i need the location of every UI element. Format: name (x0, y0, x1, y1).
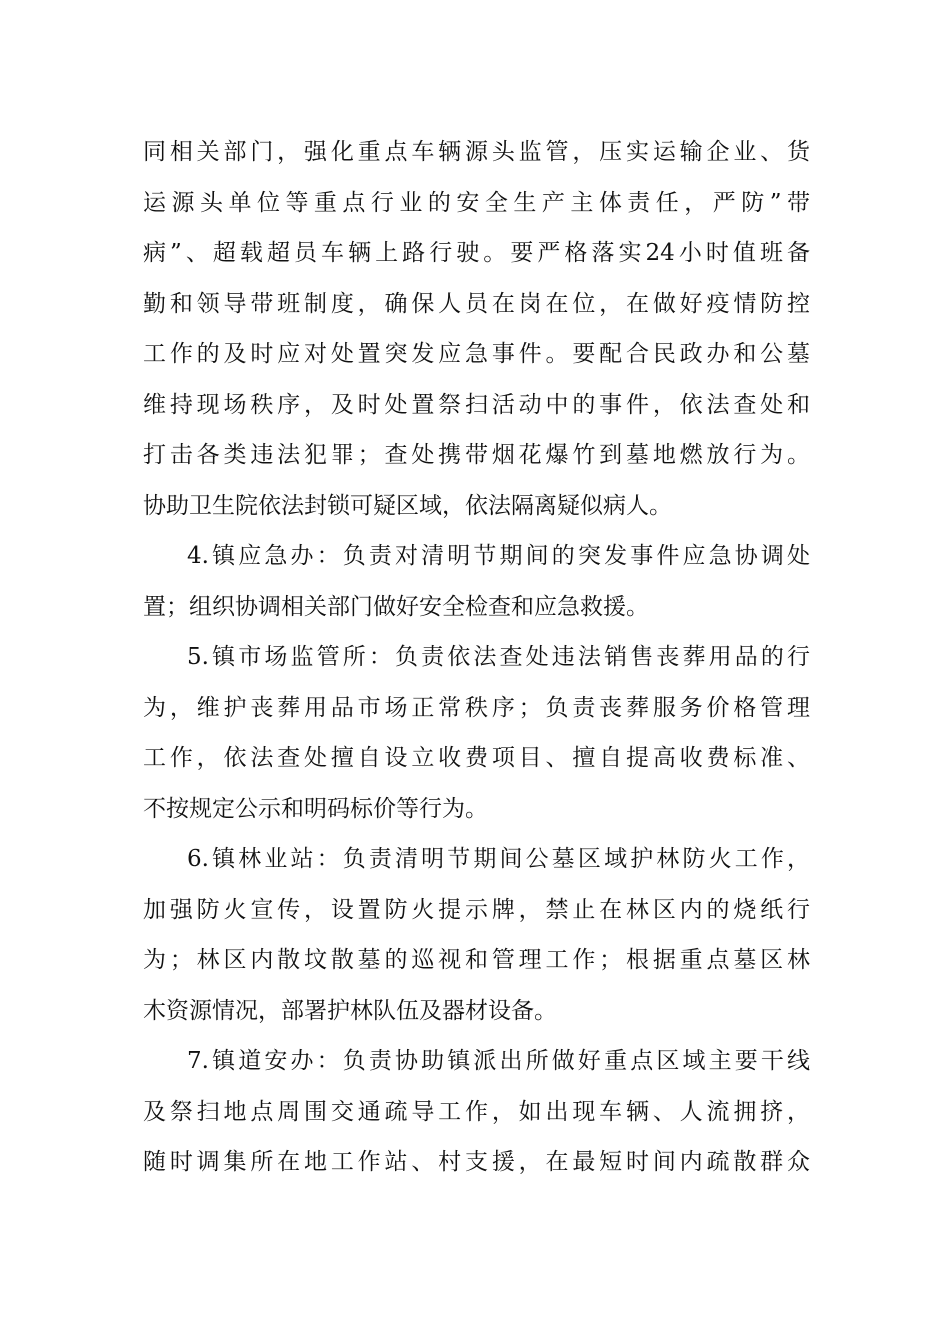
text-line: 5.镇市场监管所：负责依法查处违法销售丧葬用品的行 (187, 644, 810, 670)
text-line: 工作的及时应对处置突发应急事件。要配合民政办和公墓 (143, 341, 810, 367)
text-line: 不按规定公示和明码标价等行为。 (143, 795, 488, 822)
text-line: 加强防火宣传，设置防火提示牌，禁止在林区内的烧纸行 (143, 896, 810, 923)
text-line: 打击各类违法犯罪；查处携带烟花爆竹到墓地燃放行为。 (143, 442, 810, 468)
text-line: 及祭扫地点周围交通疏导工作，如出现车辆、人流拥挤， (143, 1098, 810, 1125)
text-line: 为，维护丧葬用品市场正常秩序；负责丧葬服务价格管理 (143, 694, 810, 721)
text-line: 4.镇应急办：负责对清明节期间的突发事件应急协调处 (187, 543, 810, 569)
text-line: 置；组织协调相关部门做好安全检查和应急救援。 (143, 593, 649, 620)
text-line: 运源头单位等重点行业的安全生产主体责任，严防”带 (143, 189, 810, 216)
paragraph-continuation (143, 127, 810, 531)
paragraph-item-4 (143, 531, 810, 632)
text-line: 维持现场秩序，及时处置祭扫活动中的事件，依法查处和 (143, 391, 810, 418)
text-line: 随时调集所在地工作站、村支援，在最短时间内疏散群众 (143, 1149, 810, 1175)
text-line: 同相关部门，强化重点车辆源头监管，压实运输企业、货 (143, 139, 810, 165)
text-line: 工作，依法查处擅自设立收费项目、擅自提高收费标准、 (143, 745, 810, 771)
text-line: 7.镇道安办：负责协助镇派出所做好重点区域主要干线 (187, 1048, 810, 1074)
text-line: 6.镇林业站：负责清明节期间公墓区域护林防火工作， (187, 846, 810, 872)
text-line: 病”、超载超员车辆上路行驶。要严格落实24小时值班备 (143, 240, 810, 266)
document-body (143, 127, 810, 1188)
paragraph-item-7 (143, 1036, 810, 1188)
text-line: 协助卫生院依法封锁可疑区域，依法隔离疑似病人。 (143, 492, 672, 519)
text-line: 木资源情况，部署护林队伍及器材设备。 (143, 997, 557, 1024)
text-line: 勤和领导带班制度，确保人员在岗在位，在做好疫情防控 (143, 290, 810, 317)
paragraph-item-5 (143, 632, 810, 834)
text-line: 为；林区内散坟散墓的巡视和管理工作；根据重点墓区林 (143, 947, 810, 973)
paragraph-item-6 (143, 834, 810, 1036)
